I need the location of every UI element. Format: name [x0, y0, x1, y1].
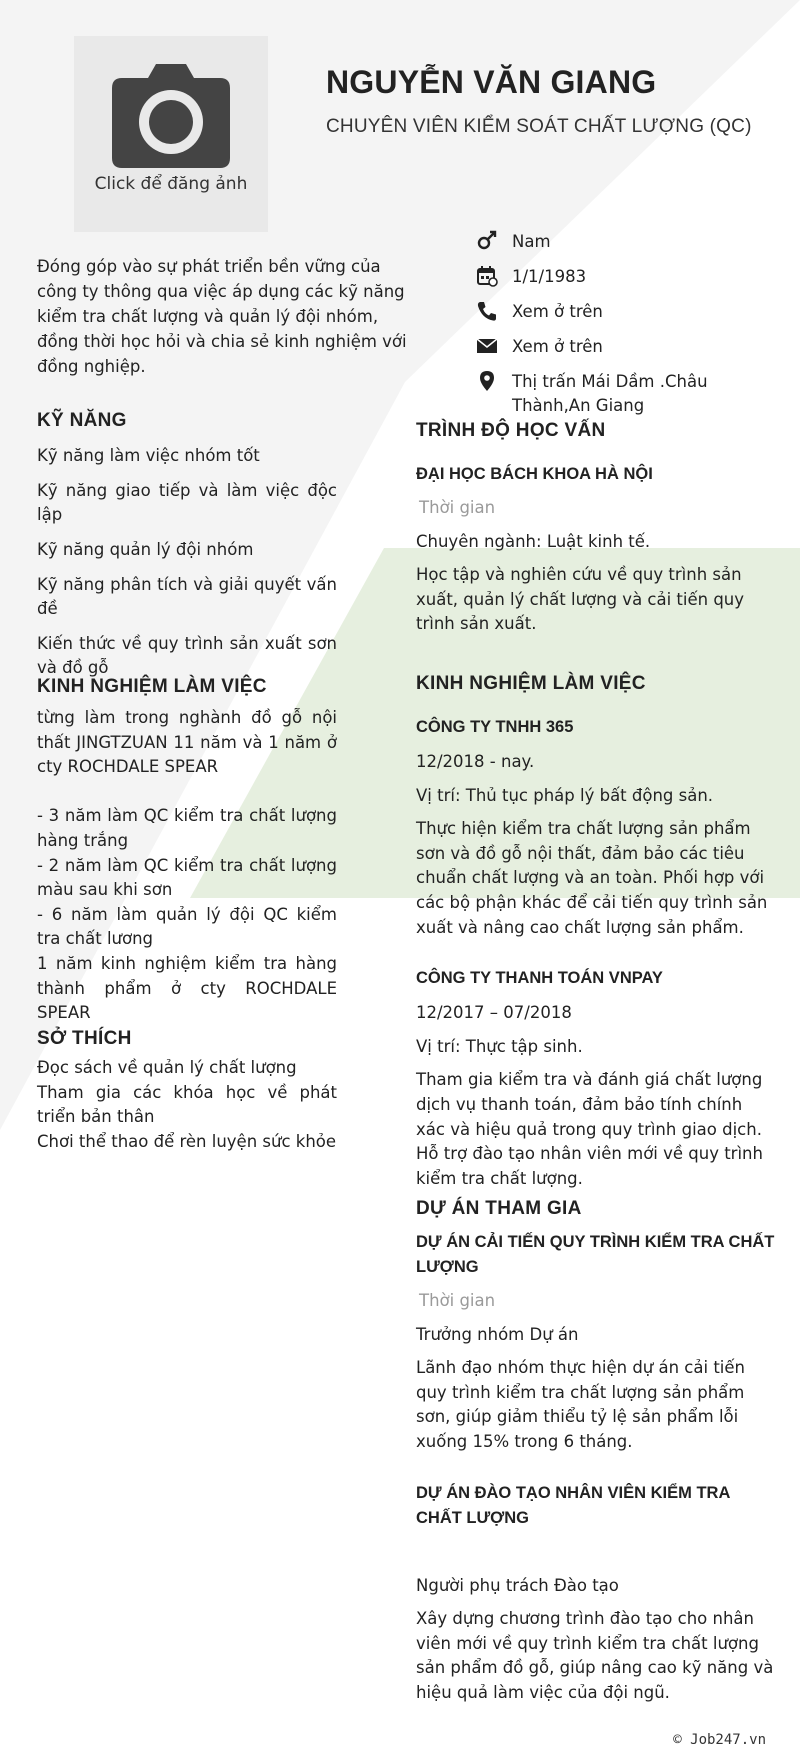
- job-title: CHUYÊN VIÊN KIỂM SOÁT CHẤT LƯỢNG (QC): [326, 116, 752, 137]
- contact-birthday: 1/1/1983: [476, 265, 756, 300]
- photo-upload-label: Click để đăng ảnh: [94, 174, 248, 194]
- company-name: CÔNG TY TNHH 365: [416, 718, 574, 736]
- job-period: 12/2017 – 07/2018: [416, 1003, 572, 1023]
- left-experience-section: [37, 676, 337, 1026]
- project-name: DỰ ÁN ĐÀO TẠO NHÂN VIÊN KIỂM TRA CHẤT LƯỢNG: [416, 1483, 730, 1527]
- project-time: Thời gian: [419, 1291, 496, 1310]
- contact-info: [476, 230, 756, 415]
- skills-title: KỸ NĂNG: [37, 410, 127, 431]
- skill-item: Kỹ năng giao tiếp và làm việc độc lập: [37, 481, 337, 524]
- calendar-icon: [476, 265, 504, 287]
- contact-gender: Nam: [476, 230, 756, 265]
- job-description: Thực hiện kiểm tra chất lượng sản phẩm sơn và đồ gỗ nội thất, đảm bảo các tiêu chuẩn chất lượng và an toàn. Phối hợp với các bộ phận khác để cải tiến quy trình sản xuất và nâng cao chất lượng sản phẩm.: [416, 819, 768, 937]
- hobbies-text: Đọc sách về quản lý chất lượng Tham gia các khóa học về phát triển bản thân Chơi thể thao để rèn luyện sức khỏe: [37, 1058, 337, 1151]
- camera-icon: [112, 64, 230, 168]
- photo-upload[interactable]: [74, 36, 268, 232]
- career-objective: Đóng góp vào sự phát triển bền vững của công ty thông qua việc áp dụng các kỹ năng kiểm tra chất lượng và quản lý đội nhóm, đồng thời học hỏi và chia sẻ kinh nghiệm với đồng nghiệp.: [37, 257, 407, 376]
- company-name: CÔNG TY THANH TOÁN VNPAY: [416, 969, 663, 988]
- education-description: Học tập và nghiên cứu về quy trình sản xuất, quản lý chất lượng và cải tiến quy trình sản xuất.: [416, 565, 745, 634]
- skill-item: Kỹ năng làm việc nhóm tốt: [37, 446, 260, 465]
- candidate-name: NGUYỄN VĂN GIANG: [326, 64, 657, 100]
- project-name: DỰ ÁN CẢI TIẾN QUY TRÌNH KIỂM TRA CHẤT LƯỢNG: [416, 1233, 775, 1276]
- project-description: Lãnh đạo nhóm thực hiện dự án cải tiến quy trình kiểm tra chất lượng sản phẩm sơn, giúp giảm thiểu tỷ lệ sản phẩm lỗi xuống 15% trong 6 tháng.: [416, 1358, 745, 1451]
- hobbies-title: SỞ THÍCH: [37, 1028, 132, 1049]
- job-position: Vị trí: Thực tập sinh.: [416, 1036, 583, 1056]
- project-role: Trưởng nhóm Dự án: [416, 1324, 579, 1344]
- hobbies-section: [37, 1028, 337, 1154]
- skill-item: Kiến thức về quy trình sản xuất sơn và đồ gỗ: [37, 634, 337, 677]
- education-major: Chuyên ngành: Luật kinh tế.: [416, 531, 651, 551]
- projects-section: [416, 1198, 776, 1706]
- left-experience-text: từng làm trong nghành đồ gỗ nội thất JINGTZUAN 11 năm và 1 năm ở cty ROCHDALE SPEAR - 3 năm làm QC kiểm tra chất lượng hàng trắng - 2 năm làm QC kiểm tra chất lượng màu sau khi sơn - 6 năm làm quản lý đội QC kiểm tra chất lương 1 năm kinh nghiệm kiểm tra hàng thành phẩm ở cty ROCHDALE SPEAR: [37, 708, 337, 1023]
- project-role: Người phụ trách Đào tạo: [416, 1575, 619, 1595]
- project-description: Xây dựng chương trình đào tạo cho nhân viên mới về quy trình kiểm tra chất lượng sản phẩm đồ gỗ, giúp nâng cao kỹ năng và hiệu quả làm việc của đội ngũ.: [416, 1609, 774, 1702]
- skills-section: [37, 410, 337, 691]
- job-position: Vị trí: Thủ tục pháp lý bất động sản.: [416, 785, 714, 805]
- experience-title: KINH NGHIỆM LÀM VIỆC: [416, 673, 646, 694]
- watermark: © Job247.vn: [673, 1732, 766, 1748]
- location-pin-icon: [476, 370, 504, 392]
- phone-icon: [476, 300, 504, 322]
- education-time: Thời gian: [419, 498, 496, 517]
- contact-address: Thị trấn Mái Dầm .Châu Thành,An Giang: [476, 370, 756, 405]
- education-section: [416, 420, 776, 637]
- experience-section: [416, 673, 776, 1191]
- job-description: Tham gia kiểm tra và đánh giá chất lượng dịch vụ thanh toán, đảm bảo tính chính xác và hiệu quả trong quy trình giao dịch. Hỗ trợ đào tạo nhân viên mới về quy trình kiểm tra chất lượng.: [416, 1070, 763, 1188]
- skill-item: Kỹ năng phân tích và giải quyết vấn đề: [37, 575, 337, 618]
- education-title: TRÌNH ĐỘ HỌC VẤN: [416, 420, 606, 441]
- skill-item: Kỹ năng quản lý đội nhóm: [37, 540, 254, 559]
- school-name: ĐẠI HỌC BÁCH KHOA HÀ NỘI: [416, 465, 653, 483]
- job-period: 12/2018 - nay.: [416, 752, 535, 771]
- gender-icon: [476, 230, 504, 252]
- left-experience-title: KINH NGHIỆM LÀM VIỆC: [37, 676, 267, 697]
- projects-title: DỰ ÁN THAM GIA: [416, 1198, 582, 1219]
- contact-phone: Xem ở trên: [476, 300, 756, 335]
- email-icon: [476, 335, 504, 357]
- contact-email: Xem ở trên: [476, 335, 756, 370]
